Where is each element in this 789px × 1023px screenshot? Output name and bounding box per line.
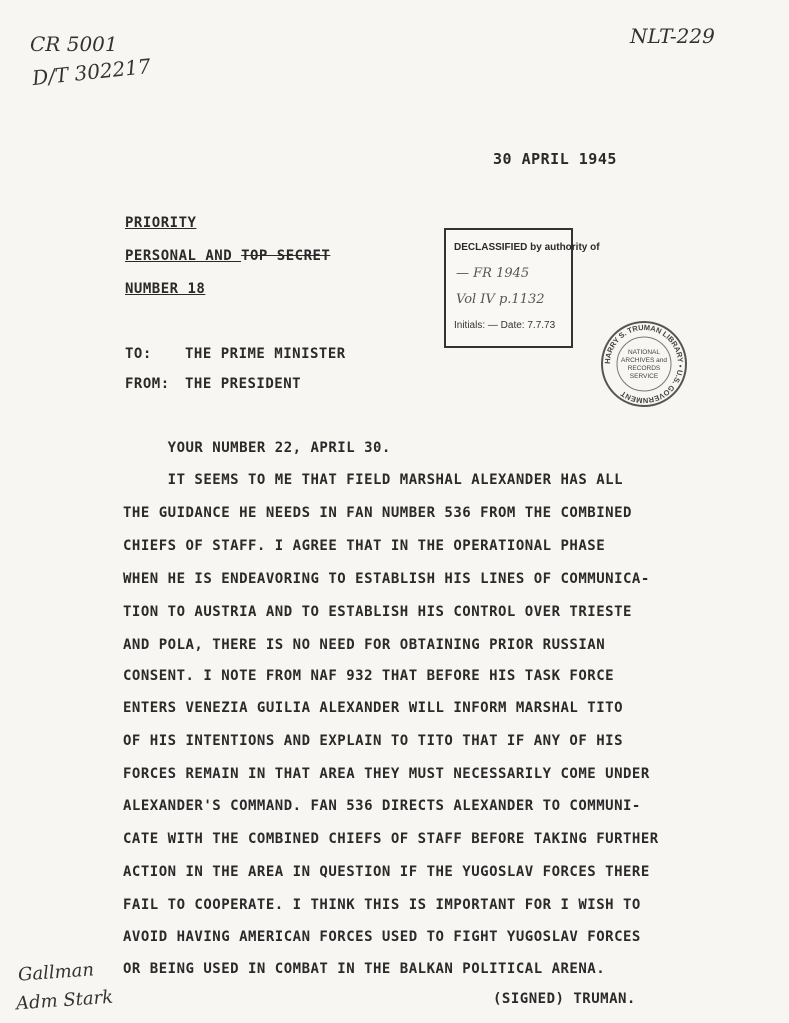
to-label: TO: xyxy=(125,346,152,362)
handwritten-note-gallman: Gallman xyxy=(17,959,95,986)
body-line: IT SEEMS TO ME THAT FIELD MARSHAL ALEXANDER HAS ALL xyxy=(123,472,624,488)
declassified-volume: Vol IV p.1132 xyxy=(456,292,545,307)
body-line: AVOID HAVING AMERICAN FORCES USED TO FIGHT YUGOSLAV FORCES xyxy=(123,929,641,945)
seal-inner-line1: NATIONAL xyxy=(627,349,661,356)
body-line: YOUR NUMBER 22, APRIL 30. xyxy=(123,440,391,456)
classification-struck: TOP SECRET xyxy=(241,248,331,264)
body-line: THE GUIDANCE HE NEEDS IN FAN NUMBER 536 FROM THE COMBINED xyxy=(123,505,632,521)
seal-inner-line4: SERVICE xyxy=(629,373,659,380)
seal-inner-line3: RECORDS xyxy=(627,365,661,372)
body-line: CATE WITH THE COMBINED CHIEFS OF STAFF BEFORE TAKING FURTHER xyxy=(123,831,659,847)
body-line: CONSENT. I NOTE FROM NAF 932 THAT BEFORE HIS TASK FORCE xyxy=(123,668,615,684)
body-line: FAIL TO COOPERATE. I THINK THIS IS IMPORTANT FOR I WISH TO xyxy=(123,897,641,913)
body-line: TION TO AUSTRIA AND TO ESTABLISH HIS CONTROL OVER TRIESTE xyxy=(123,604,632,620)
to-recipient: THE PRIME MINISTER xyxy=(185,346,346,362)
body-line: ENTERS VENEZIA GUILIA ALEXANDER WILL INFORM MARSHAL TITO xyxy=(123,700,624,716)
body-line: CHIEFS OF STAFF. I AGREE THAT IN THE OPERATIONAL PHASE xyxy=(123,538,606,554)
classification-prefix: PERSONAL AND xyxy=(125,248,242,264)
message-number: NUMBER 18 xyxy=(125,281,206,297)
handwritten-note-nlt: NLT-229 xyxy=(630,24,715,48)
archives-seal xyxy=(600,320,688,408)
body-line: OR BEING USED IN COMBAT IN THE BALKAN POLITICAL ARENA. xyxy=(123,961,606,977)
classification-line xyxy=(125,248,330,264)
from-sender: THE PRESIDENT xyxy=(185,376,302,392)
signature-line: (SIGNED) TRUMAN. xyxy=(493,991,636,1007)
document-date: 30 APRIL 1945 xyxy=(493,150,617,168)
handwritten-note-cr: CR 5001 xyxy=(30,32,118,56)
body-line: OF HIS INTENTIONS AND EXPLAIN TO TITO THAT IF ANY OF HIS xyxy=(123,733,624,749)
declassified-authority: — FR 1945 xyxy=(456,266,530,281)
handwritten-note-dt: D/T 302217 xyxy=(31,53,152,91)
body-line: ACTION IN THE AREA IN QUESTION IF THE YUGOSLAV FORCES THERE xyxy=(123,864,650,880)
seal-inner-line2: ARCHIVES and xyxy=(621,357,667,364)
body-line: ALEXANDER'S COMMAND. FAN 536 DIRECTS ALEXANDER TO COMMUNI- xyxy=(123,798,641,814)
declassified-title: DECLASSIFIED by authority of xyxy=(454,242,600,253)
seal-outer-text: HARRY S. TRUMAN LIBRARY • U.S. GOVERNMENT xyxy=(602,322,686,406)
body-line: FORCES REMAIN IN THAT AREA THEY MUST NECESSARILY COME UNDER xyxy=(123,766,650,782)
handwritten-note-stark: Adm Stark xyxy=(15,986,114,1015)
from-label: FROM: xyxy=(125,376,170,392)
priority-label: PRIORITY xyxy=(125,215,197,231)
body-line: WHEN HE IS ENDEAVORING TO ESTABLISH HIS LINES OF COMMUNICA- xyxy=(123,571,650,587)
declassified-stamp xyxy=(444,228,600,348)
body-line: AND POLA, THERE IS NO NEED FOR OBTAINING PRIOR RUSSIAN xyxy=(123,637,606,653)
declassified-initials-date: Initials: — Date: 7.7.73 xyxy=(454,320,556,331)
